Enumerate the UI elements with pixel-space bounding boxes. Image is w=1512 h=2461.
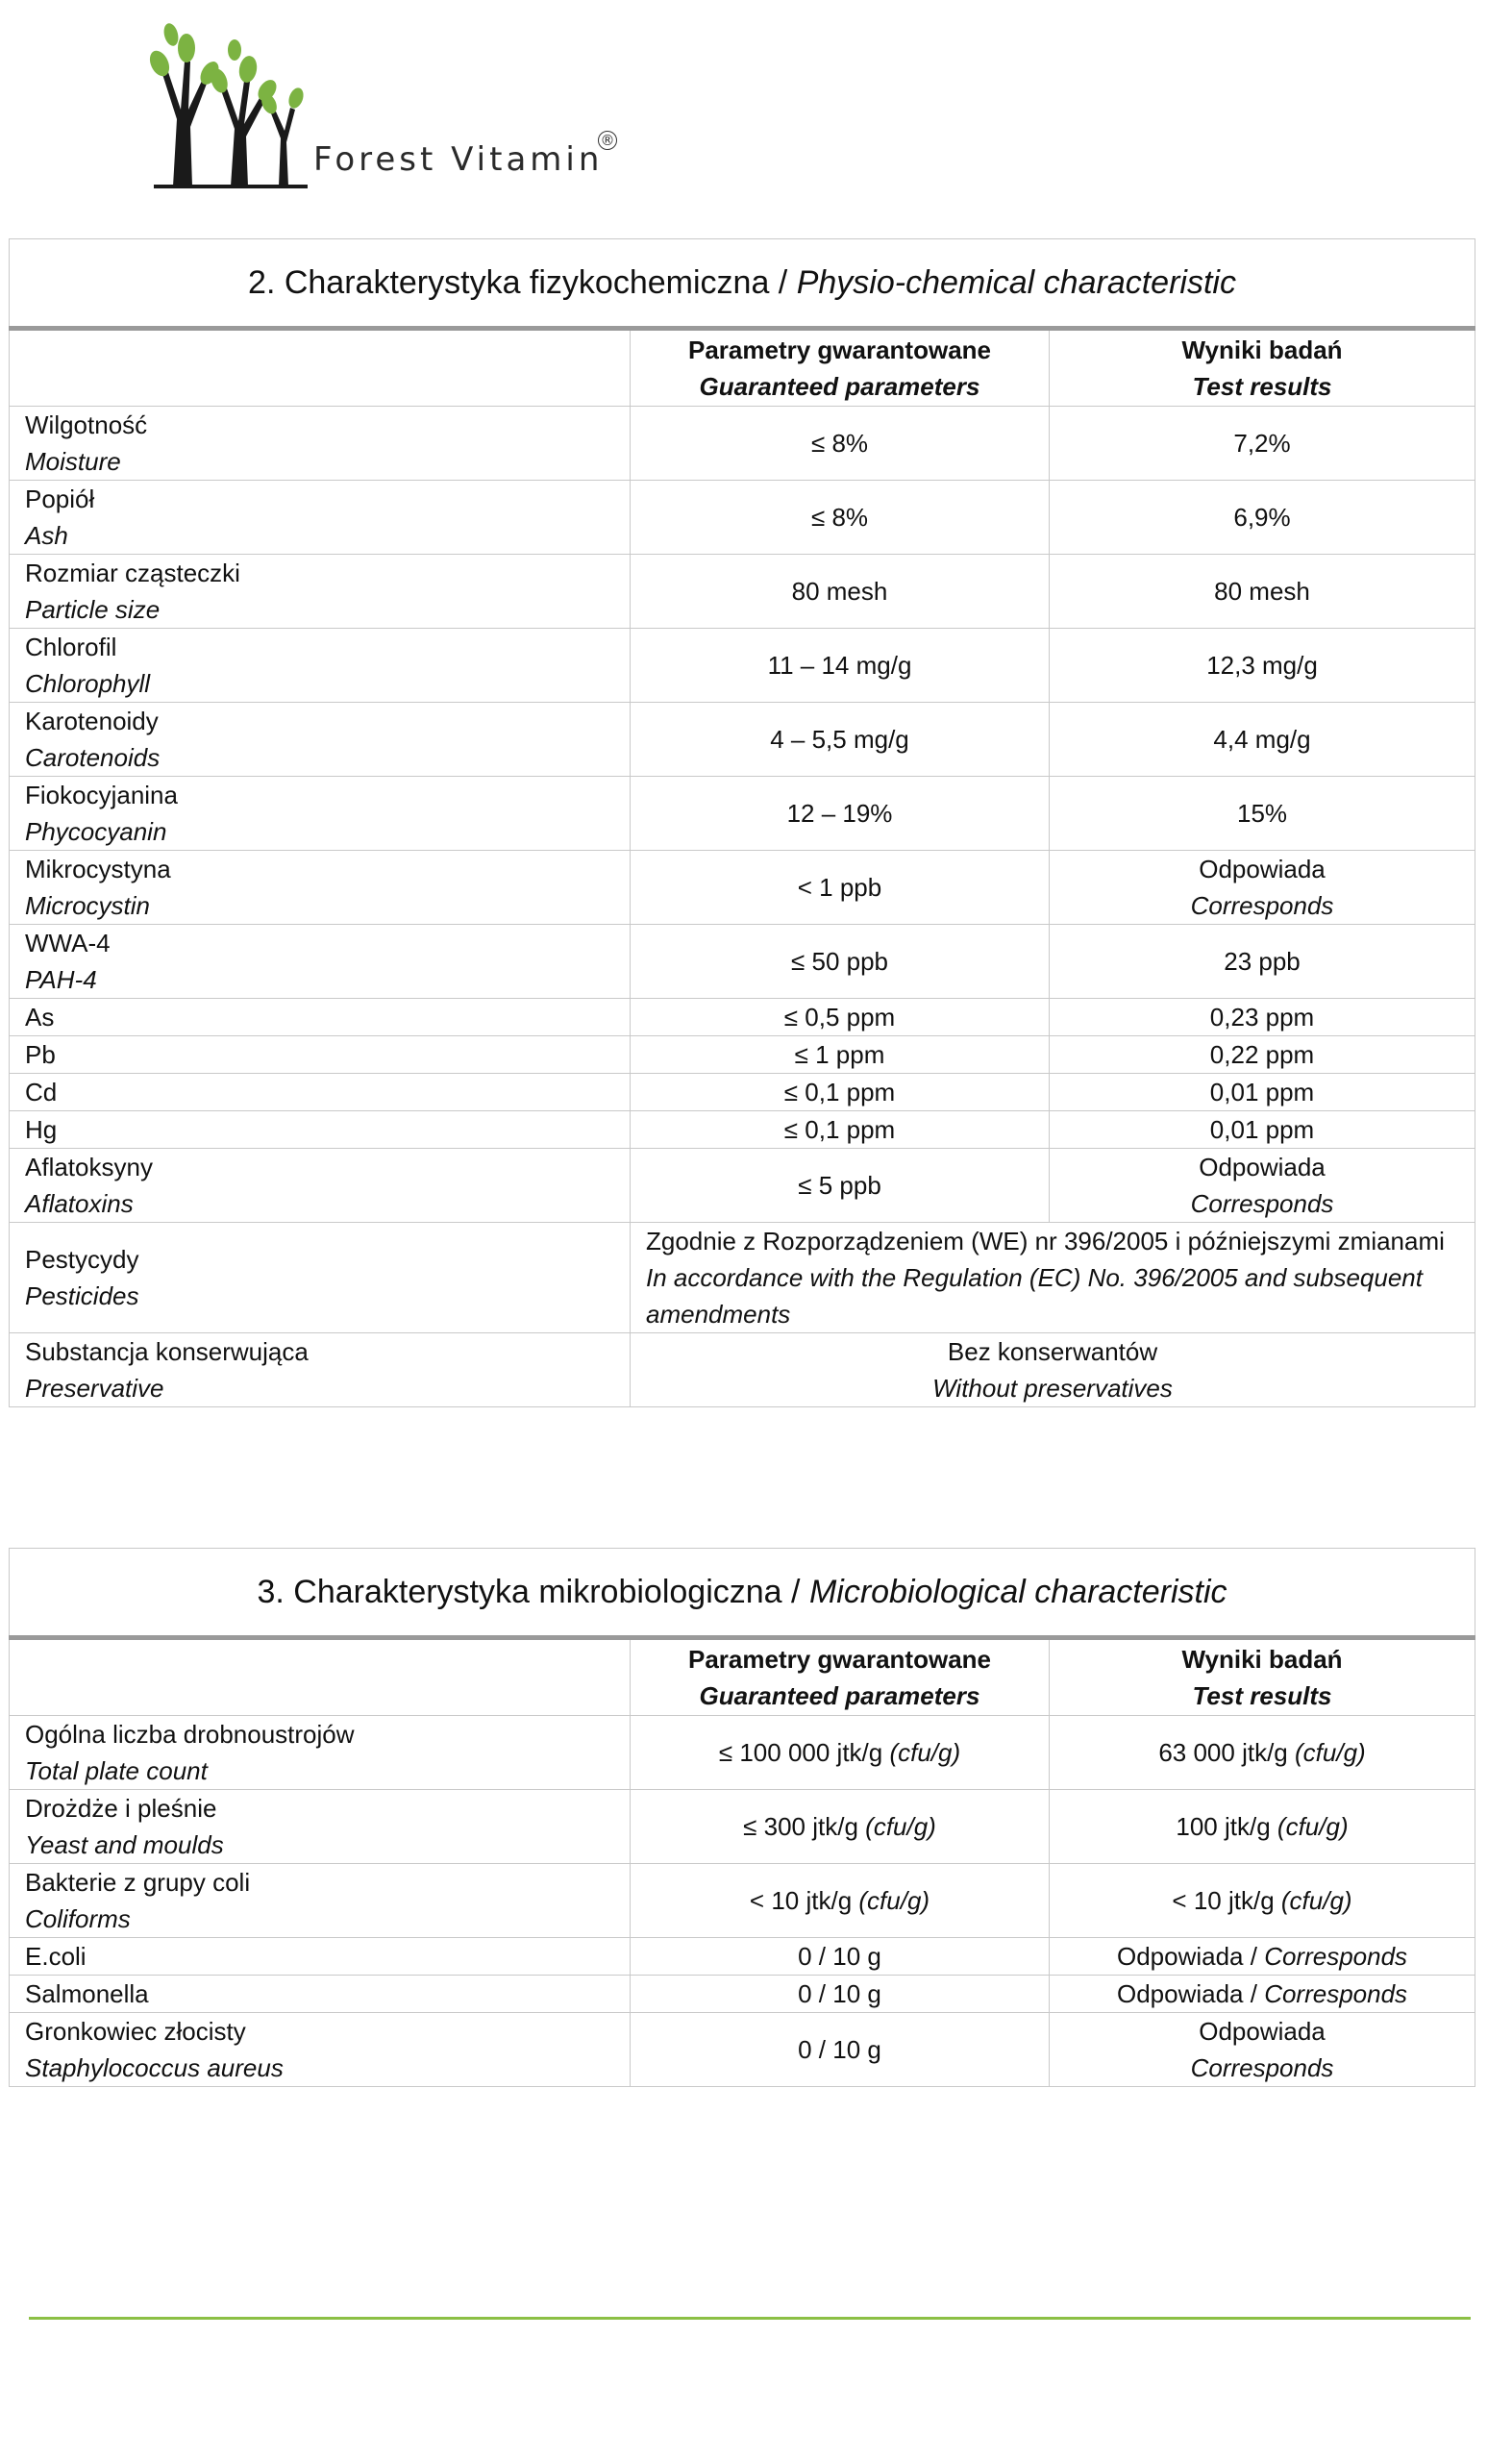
parameter-cell: As [10, 999, 631, 1036]
table-row [10, 2013, 1475, 2087]
parameter-cell: Salmonella [10, 1976, 631, 2013]
header-guaranteed: Parametry gwarantowane Guaranteed parameters [631, 1638, 1050, 1716]
result-cell: Odpowiada Corresponds [1050, 1149, 1475, 1223]
table-row [10, 1864, 1475, 1938]
table-row [10, 1223, 1475, 1333]
parameter-cell: Gronkowiec złocisty Staphylococcus aureus [10, 2013, 631, 2087]
result-cell: < 10 jtk/g (cfu/g) [1050, 1864, 1475, 1938]
result-cell: 12,3 mg/g [1050, 629, 1475, 703]
result-cell: 100 jtk/g (cfu/g) [1050, 1790, 1475, 1864]
micro-table [9, 1548, 1475, 2087]
table-row [10, 1938, 1475, 1976]
parameter-cell: WWA-4 PAH-4 [10, 925, 631, 999]
result-cell: 7,2% [1050, 407, 1475, 481]
table-row [10, 1111, 1475, 1149]
result-cell: 6,9% [1050, 481, 1475, 555]
table-row [10, 1716, 1475, 1790]
table-row [10, 555, 1475, 629]
parameter-cell: Wilgotność Moisture [10, 407, 631, 481]
table-row [10, 481, 1475, 555]
guaranteed-cell: ≤ 50 ppb [631, 925, 1050, 999]
parameter-cell: Aflatoksyny Aflatoxins [10, 1149, 631, 1223]
micro-title-row [10, 1549, 1475, 1638]
parameter-cell: Drożdże i pleśnie Yeast and moulds [10, 1790, 631, 1864]
table-row [10, 1976, 1475, 2013]
parameter-cell: Ogólna liczba drobnoustrojów Total plate count [10, 1716, 631, 1790]
brand-logo [135, 13, 634, 196]
header-empty-cell [10, 329, 631, 407]
micro-header-row [10, 1638, 1475, 1716]
guaranteed-cell: 80 mesh [631, 555, 1050, 629]
result-cell: Odpowiada / Corresponds [1050, 1938, 1475, 1976]
header-results: Wyniki badań Test results [1050, 329, 1475, 407]
merged-value-cell: Bez konserwantów Without preservatives [631, 1333, 1475, 1407]
parameter-cell: Bakterie z grupy coli Coliforms [10, 1864, 631, 1938]
result-cell: Odpowiada Corresponds [1050, 851, 1475, 925]
guaranteed-cell: ≤ 0,5 ppm [631, 999, 1050, 1036]
result-cell: 4,4 mg/g [1050, 703, 1475, 777]
table-row [10, 777, 1475, 851]
result-cell: Odpowiada Corresponds [1050, 2013, 1475, 2087]
guaranteed-cell: 11 – 14 mg/g [631, 629, 1050, 703]
parameter-cell: Pb [10, 1036, 631, 1074]
guaranteed-cell: 0 / 10 g [631, 2013, 1050, 2087]
guaranteed-cell: < 10 jtk/g (cfu/g) [631, 1864, 1050, 1938]
guaranteed-cell: < 1 ppb [631, 851, 1050, 925]
parameter-cell: Substancja konserwująca Preservative [10, 1333, 631, 1407]
guaranteed-cell: ≤ 5 ppb [631, 1149, 1050, 1223]
physchem-header-row [10, 329, 1475, 407]
physchem-table [9, 238, 1475, 1407]
result-cell: 0,23 ppm [1050, 999, 1475, 1036]
header-results: Wyniki badań Test results [1050, 1638, 1475, 1716]
brand-name: Forest Vitamin [313, 140, 604, 179]
registered-mark: ® [598, 131, 617, 150]
result-cell: 0,22 ppm [1050, 1036, 1475, 1074]
guaranteed-cell: ≤ 0,1 ppm [631, 1111, 1050, 1149]
header-empty-cell [10, 1638, 631, 1716]
table-row [10, 1036, 1475, 1074]
table-row [10, 1333, 1475, 1407]
table-row [10, 1074, 1475, 1111]
guaranteed-cell: ≤ 0,1 ppm [631, 1074, 1050, 1111]
footer-divider [29, 2317, 1471, 2320]
parameter-cell: E.coli [10, 1938, 631, 1976]
guaranteed-cell: ≤ 100 000 jtk/g (cfu/g) [631, 1716, 1050, 1790]
guaranteed-cell: ≤ 1 ppm [631, 1036, 1050, 1074]
guaranteed-cell: ≤ 8% [631, 481, 1050, 555]
result-cell: 63 000 jtk/g (cfu/g) [1050, 1716, 1475, 1790]
parameter-cell: Karotenoidy Carotenoids [10, 703, 631, 777]
parameter-cell: Hg [10, 1111, 631, 1149]
table-row [10, 925, 1475, 999]
parameter-cell: Pestycydy Pesticides [10, 1223, 631, 1333]
section-title: 2. Charakterystyka fizykochemiczna / Physio-chemical characteristic [10, 239, 1475, 329]
table-row [10, 1149, 1475, 1223]
physchem-title-row [10, 239, 1475, 329]
guaranteed-cell: ≤ 300 jtk/g (cfu/g) [631, 1790, 1050, 1864]
result-cell: 80 mesh [1050, 555, 1475, 629]
tree-logo-icon [135, 13, 317, 196]
parameter-cell: Fiokocyjanina Phycocyanin [10, 777, 631, 851]
table-row [10, 999, 1475, 1036]
parameter-cell: Mikrocystyna Microcystin [10, 851, 631, 925]
guaranteed-cell: 12 – 19% [631, 777, 1050, 851]
table-row [10, 629, 1475, 703]
parameter-cell: Rozmiar cząsteczki Particle size [10, 555, 631, 629]
guaranteed-cell: ≤ 8% [631, 407, 1050, 481]
guaranteed-cell: 0 / 10 g [631, 1938, 1050, 1976]
result-cell: 23 ppb [1050, 925, 1475, 999]
result-cell: 0,01 ppm [1050, 1074, 1475, 1111]
table-row [10, 1790, 1475, 1864]
section-title: 3. Charakterystyka mikrobiologiczna / Microbiological characteristic [10, 1549, 1475, 1638]
result-cell: Odpowiada / Corresponds [1050, 1976, 1475, 2013]
parameter-cell: Cd [10, 1074, 631, 1111]
table-row [10, 851, 1475, 925]
table-row [10, 407, 1475, 481]
guaranteed-cell: 4 – 5,5 mg/g [631, 703, 1050, 777]
parameter-cell: Chlorofil Chlorophyll [10, 629, 631, 703]
merged-value-cell: Zgodnie z Rozporządzeniem (WE) nr 396/2005 i późniejszymi zmianami In accordance with the Regulation (EC) No. 396/2005 and subsequent amendments [631, 1223, 1475, 1333]
parameter-cell: Popiół Ash [10, 481, 631, 555]
table-row [10, 703, 1475, 777]
guaranteed-cell: 0 / 10 g [631, 1976, 1050, 2013]
result-cell: 15% [1050, 777, 1475, 851]
result-cell: 0,01 ppm [1050, 1111, 1475, 1149]
header-guaranteed: Parametry gwarantowane Guaranteed parameters [631, 329, 1050, 407]
